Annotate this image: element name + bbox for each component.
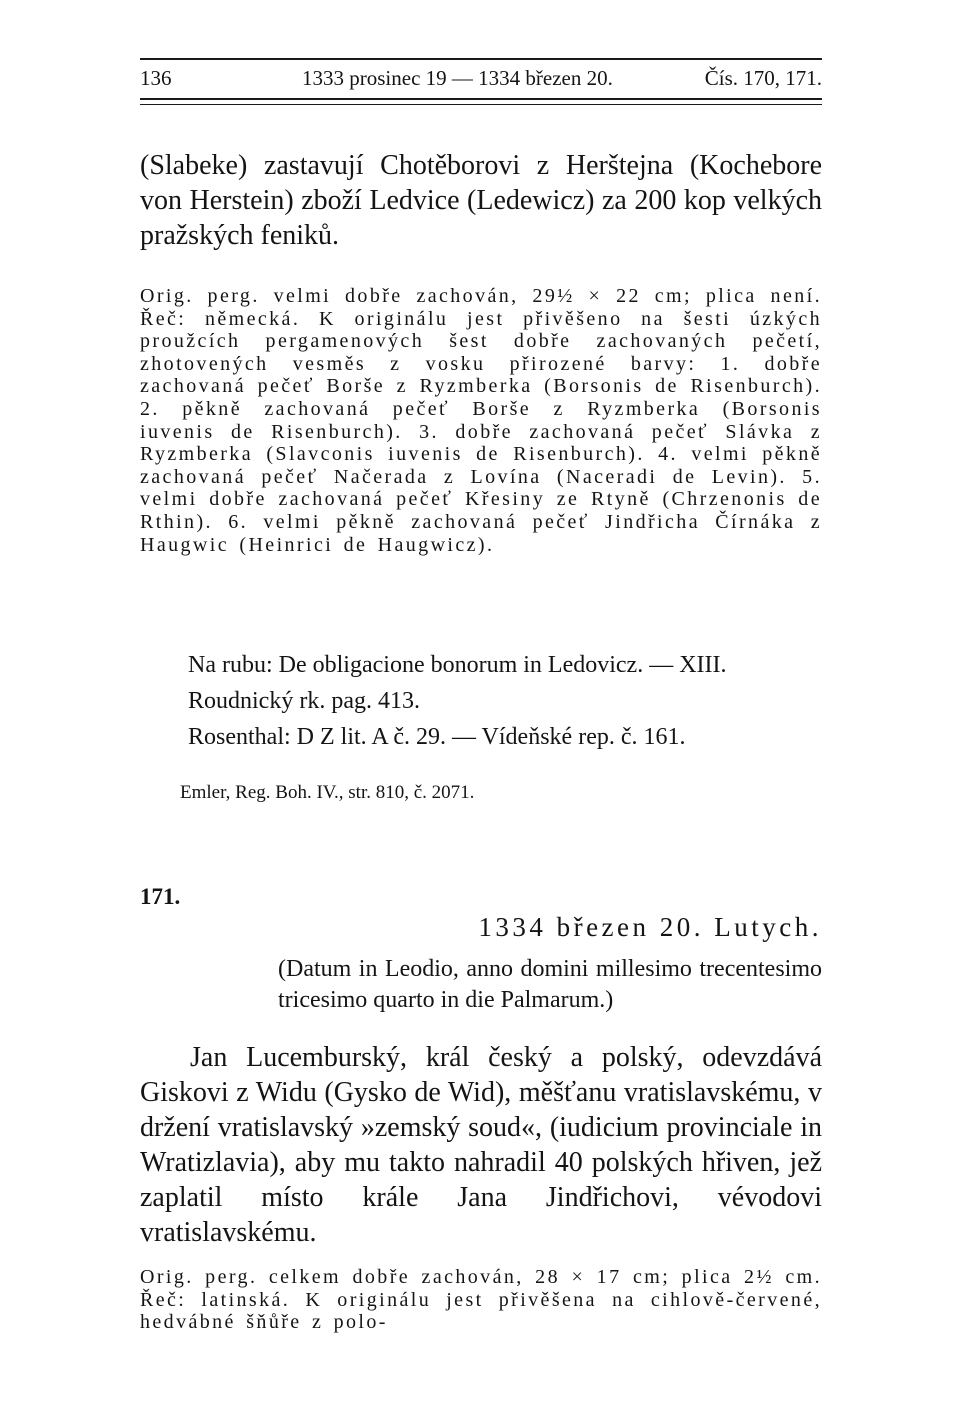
doc171-dateline: 1334 březen 20. Lutych.: [478, 912, 822, 942]
doc171-number: 171.: [140, 884, 181, 909]
doc171-latin-datum: (Datum in Leodio, anno domini millesimo trecentesimo tricesimo quarto in die Palmarum.): [278, 956, 822, 1013]
running-header: [140, 66, 822, 92]
header-bottom-rule-thin: [140, 104, 822, 105]
doc170-summary: (Slabeke) zastavují Chotěborovi z Herštejna (Kochebore von Herstein) zboží Ledvice (Ledewicz) za 200 kop velkých pražských feniků.: [140, 150, 822, 251]
header-top-rule: [140, 58, 822, 60]
doc170-rosenthal-note: Rosenthal: D Z lit. A č. 29. — Vídeňské rep. č. 161.: [188, 724, 686, 750]
header-date-range: 1333 prosinec 19 — 1334 březen 20.: [302, 66, 613, 90]
doc170-register-note: Roudnický rk. pag. 413.: [188, 688, 420, 714]
doc171-summary: Jan Lucemburský, král český a polský, odevzdává Giskovi z Widu (Gysko de Wid), měšťanu vratislavskému, v držení vratislavský »zemský soud«, (iudicium provinciale in Wratizlavia), aby mu takto nahradil 40 polských hřiven, jež zaplatil místo krále Jana Jindřichovi, vévodovi vratislavskému.: [140, 1042, 822, 1248]
page-number: 136: [140, 66, 172, 90]
doc171-description: Orig. perg. celkem dobře zachován, 28 × 17 cm; plica 2½ cm. Řeč: latinská. K originálu jest přivěšena na cihlově-červené, hedvábné šňůře z polo-: [140, 1266, 822, 1334]
header-bottom-rule: [140, 98, 822, 100]
doc170-dorsal-note: Na rubu: De obligacione bonorum in Ledovicz. — XIII.: [188, 652, 727, 678]
header-document-numbers: Čís. 170, 171.: [704, 66, 822, 90]
doc170-description: Orig. perg. velmi dobře zachován, 29½ × 22 cm; plica není. Řeč: německá. K originálu jest přivěšeno na šesti úzkých proužcích pergamenových šest dobře zachovaných pečetí, zhotovených vesměs z vosku přirozené barvy: 1. dobře zachovaná pečeť Borše z Ryzmberka (Borsonis de Risenburch). 2. pěkně zachovaná pečeť Borše z Ryzmberka (Borsonis iuvenis de Risenburch). 3. dobře zachovaná pečeť Slávka z Ryzmberka (Slavconis iuvenis de Risenburch). 4. velmi pěkně zachovaná pečeť Načerada z Lovína (Naceradi de Levin). 5. velmi dobře zachovaná pečeť Křesiny ze Rtyně (Chrzenonis de Rthin). 6. velmi pěkně zachovaná pečeť Jindřicha Čírnáka z Haugwic (Heinrici de Haugwicz).: [140, 285, 822, 556]
doc170-edition-reference: Emler, Reg. Boh. IV., str. 810, č. 2071.: [180, 782, 475, 803]
